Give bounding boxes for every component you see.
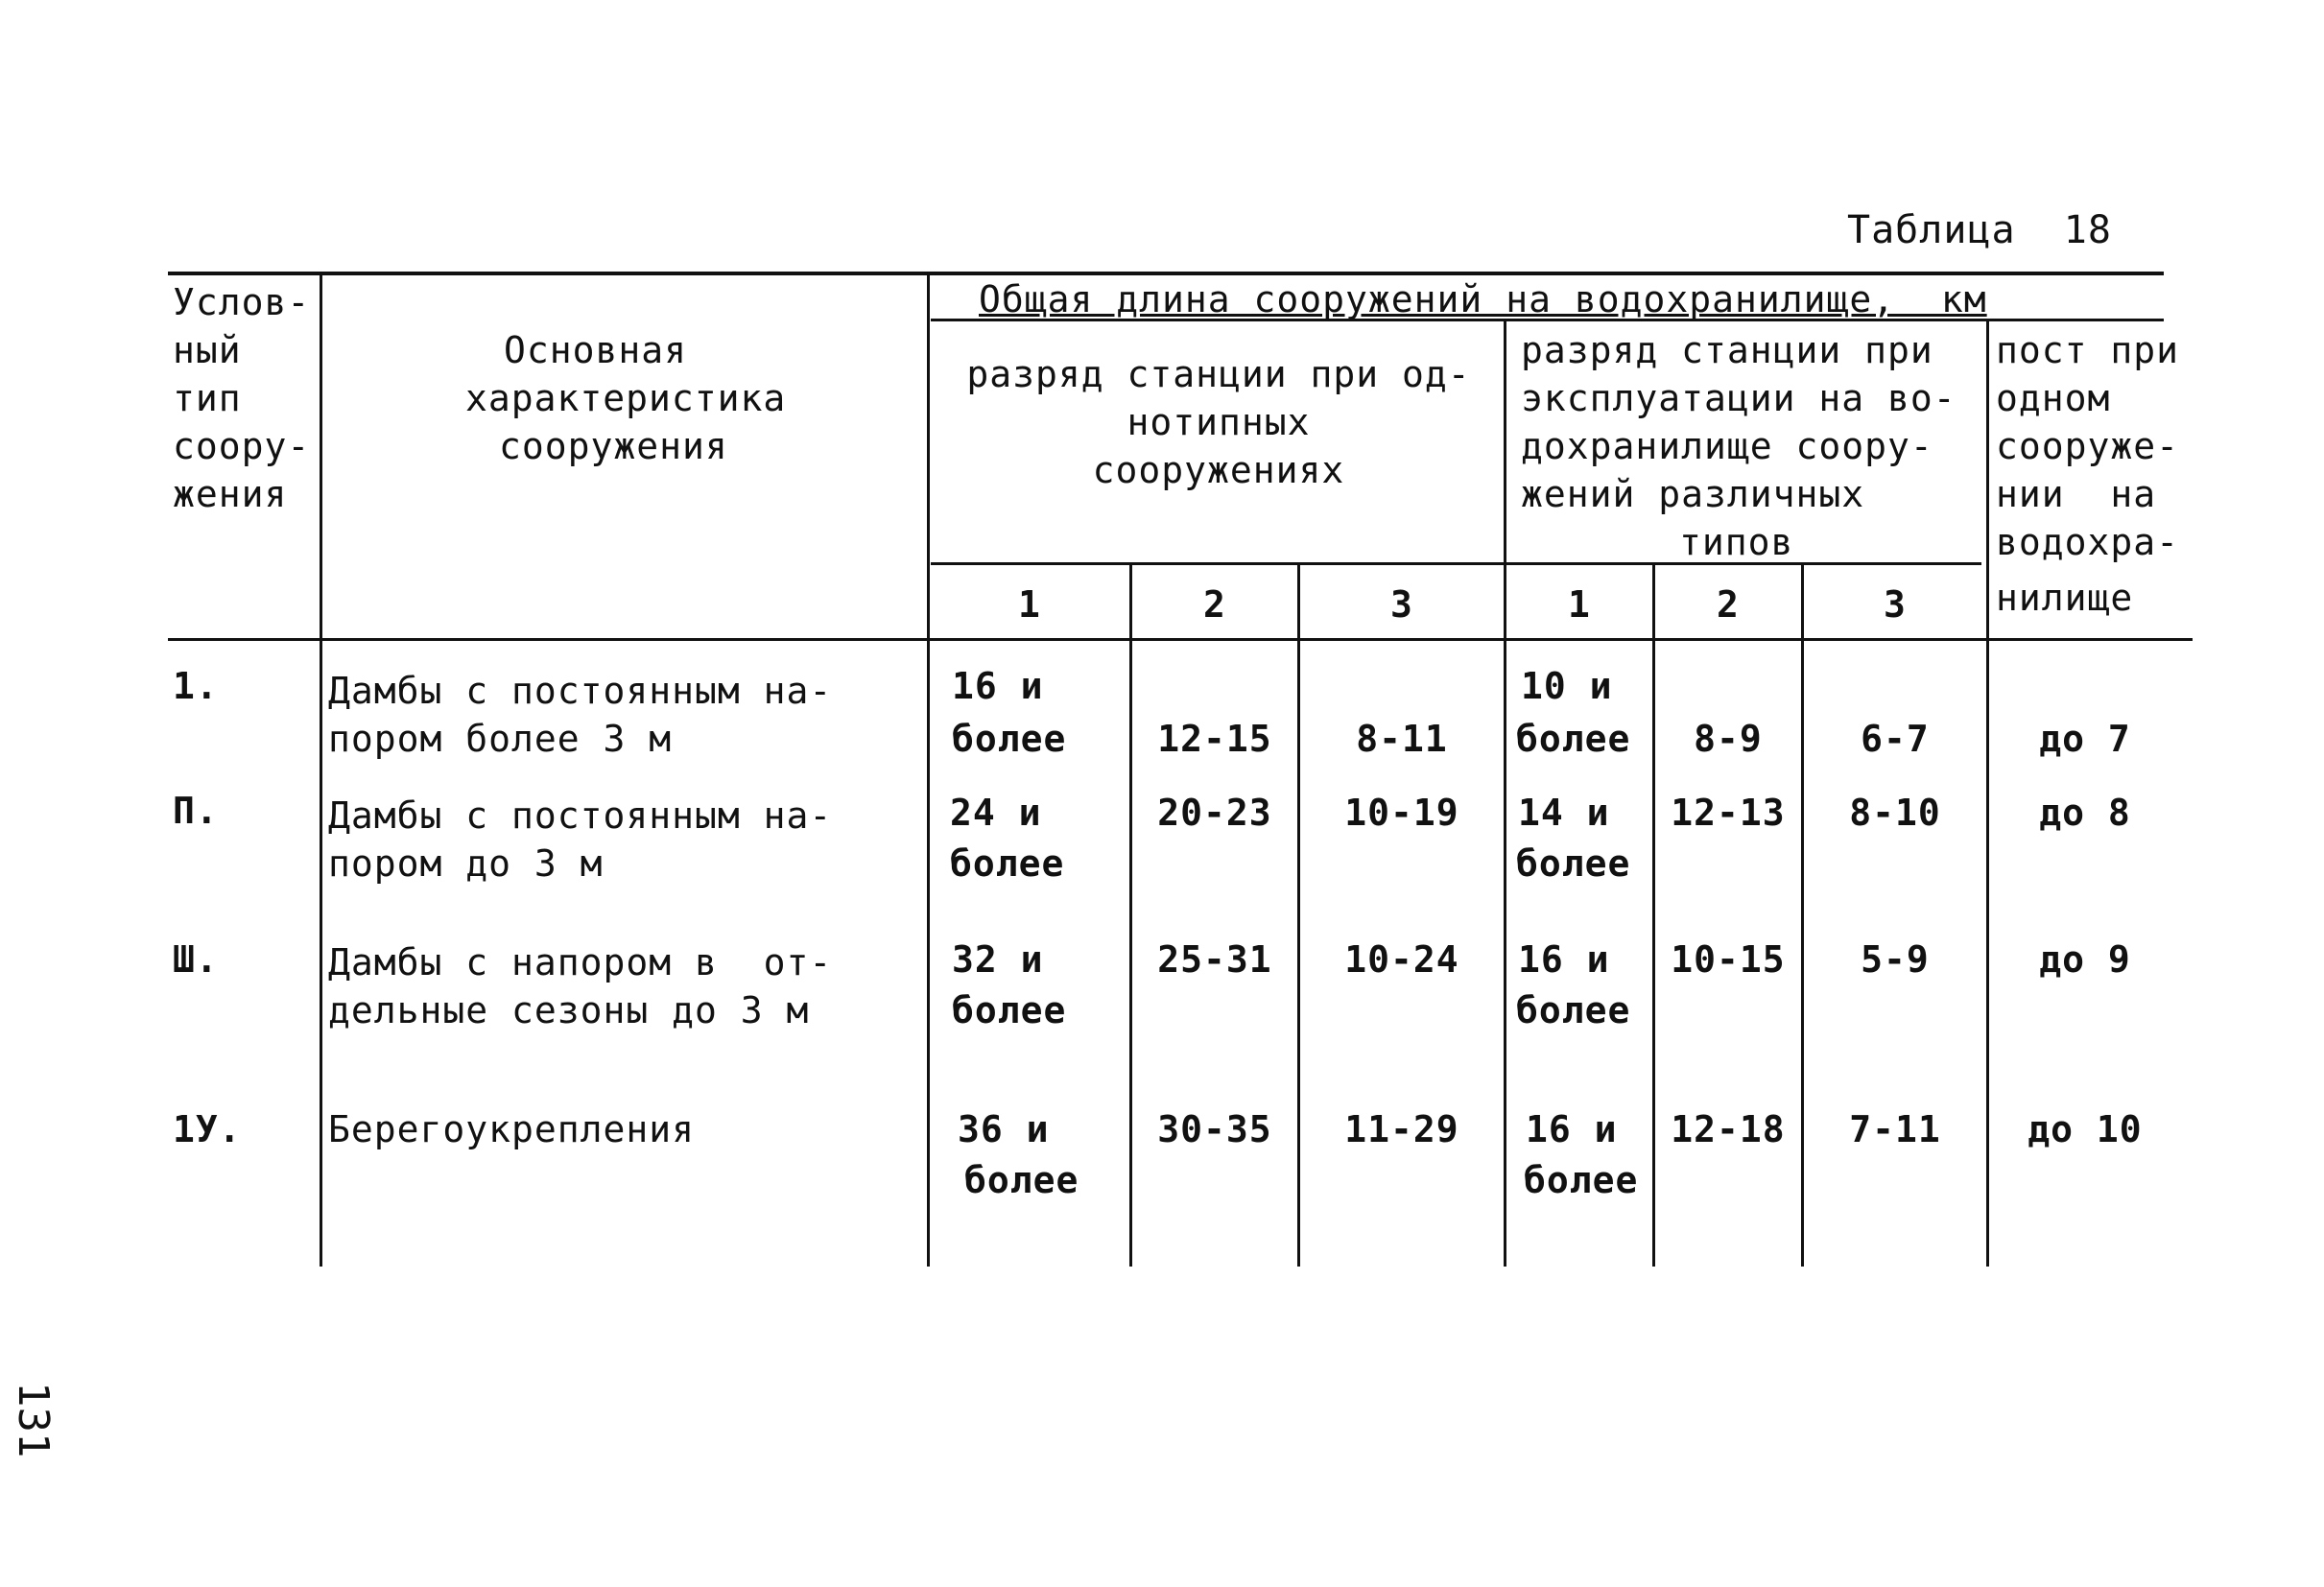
row-4-same-3: 11-29 [1344,1108,1459,1150]
row-1-type: 1. [173,665,219,707]
row-3-diff-3: 5-9 [1861,938,1930,981]
row-1-diff-1-line-1: 10 и [1521,665,1613,707]
header-diff-line-1: разряд станции при [1521,329,1933,371]
row-4-diff-2: 12-18 [1671,1108,1786,1150]
row-2-same-3: 10-19 [1344,792,1459,834]
header-diff-line-3: дохранилище соору- [1521,425,1933,467]
row-2-same-1-line-1: 24 и [950,792,1042,834]
row-3-diff-2: 10-15 [1671,938,1786,981]
row-1-diff-3: 6-7 [1861,718,1930,760]
row-2-diff-2: 12-13 [1671,792,1786,834]
row-3-post: до 9 [2039,938,2131,981]
header-type-line-5: жения [173,473,288,515]
rank-same-2: 2 [1203,583,1226,626]
row-2-diff-1-line-2: более [1516,842,1631,885]
row-4-diff-1-line-2: более [1524,1159,1639,1201]
row-4-same-1-line-2: более [964,1159,1079,1201]
header-char-line-2: характеристика [465,377,787,419]
header-bottom-rule [168,638,2193,641]
rank-row-rule-left [931,562,1981,565]
header-type-line-2: ный [173,329,242,371]
header-diff-line-2: эксплуатации на во- [1521,377,1956,419]
page-number: 131 [9,1382,58,1458]
header-char-line-1: Основная [504,329,688,371]
row-4-diff-1-line-1: 16 и [1526,1108,1618,1150]
header-diff-line-5: типов [1679,521,1794,563]
vline-s1 [1129,564,1132,1267]
rank-same-1: 1 [1018,583,1041,626]
row-1-post: до 7 [2039,718,2131,760]
row-3-same-1-line-2: более [952,989,1067,1031]
row-3-type: Ш. [173,938,219,981]
row-4-same-2: 30-35 [1157,1108,1272,1150]
row-1-same-2: 12-15 [1157,718,1272,760]
row-2-desc-line-1: Дамбы с постоянным на- [328,794,833,837]
row-2-desc-line-2: пором до 3 м [328,842,604,885]
vline-s2 [1297,564,1300,1267]
header-post-line-6: нилище [1996,577,2134,619]
row-2-diff-1-line-1: 14 и [1518,792,1610,834]
table-caption: Таблица 18 [1847,208,2112,252]
vline-d2 [1801,564,1804,1267]
row-1-desc-line-2: пором более 3 м [328,718,673,760]
row-3-same-2: 25-31 [1157,938,1272,981]
vline-d1 [1652,564,1655,1267]
row-1-diff-2: 8-9 [1694,718,1763,760]
row-4-desc-line-1: Берегоукрепления [328,1108,696,1150]
row-3-desc-line-2: дельные сезоны до 3 м [328,989,810,1031]
vline-char [927,272,930,1267]
header-type-line-1: Услов- [173,281,311,323]
row-2-post: до 8 [2039,792,2131,834]
row-3-same-3: 10-24 [1344,938,1459,981]
row-2-type: П. [173,790,219,832]
row-1-same-1-line-2: более [952,718,1067,760]
row-4-diff-3: 7-11 [1849,1108,1941,1150]
row-1-diff-1-line-2: более [1516,718,1631,760]
header-same-line-1: разряд станции при од- [966,353,1471,395]
row-4-same-1-line-1: 36 и [958,1108,1050,1150]
row-2-same-2: 20-23 [1157,792,1272,834]
header-post-line-2: одном [1996,377,2111,419]
row-4-post: до 10 [2028,1108,2143,1150]
header-post-line-3: сооруже- [1996,425,2180,467]
row-4-type: 1У. [173,1108,242,1150]
header-diff-line-4: жений различных [1521,473,1865,515]
header-same-line-3: сооружениях [1092,449,1345,491]
row-3-diff-1-line-2: более [1516,989,1631,1031]
row-2-diff-3: 8-10 [1849,792,1941,834]
row-3-same-1-line-1: 32 и [952,938,1044,981]
header-same-line-2: нотипных [1126,401,1311,443]
rank-same-3: 3 [1390,583,1413,626]
header-post-line-1: пост при [1996,329,2180,371]
row-1-same-3: 8-11 [1356,718,1448,760]
row-1-desc-line-1: Дамбы с постоянным на- [328,670,833,712]
rank-diff-3: 3 [1884,583,1907,626]
row-2-same-1-line-2: более [950,842,1065,885]
header-post-line-4: нии на [1996,473,2157,515]
rank-diff-2: 2 [1717,583,1740,626]
rank-diff-1: 1 [1568,583,1591,626]
row-3-diff-1-line-1: 16 и [1518,938,1610,981]
row-1-same-1-line-1: 16 и [952,665,1044,707]
header-type-line-3: тип [173,377,242,419]
header-type-line-4: соору- [173,425,311,467]
header-group-title: Общая длина сооружений на водохранилище, км [979,278,1987,320]
row-3-desc-line-1: Дамбы с напором в от- [328,941,833,983]
header-char-line-3: сооружения [499,425,728,467]
vline-same-diff [1504,321,1506,1267]
vline-type [320,272,322,1267]
header-post-line-5: водохра- [1996,521,2180,563]
